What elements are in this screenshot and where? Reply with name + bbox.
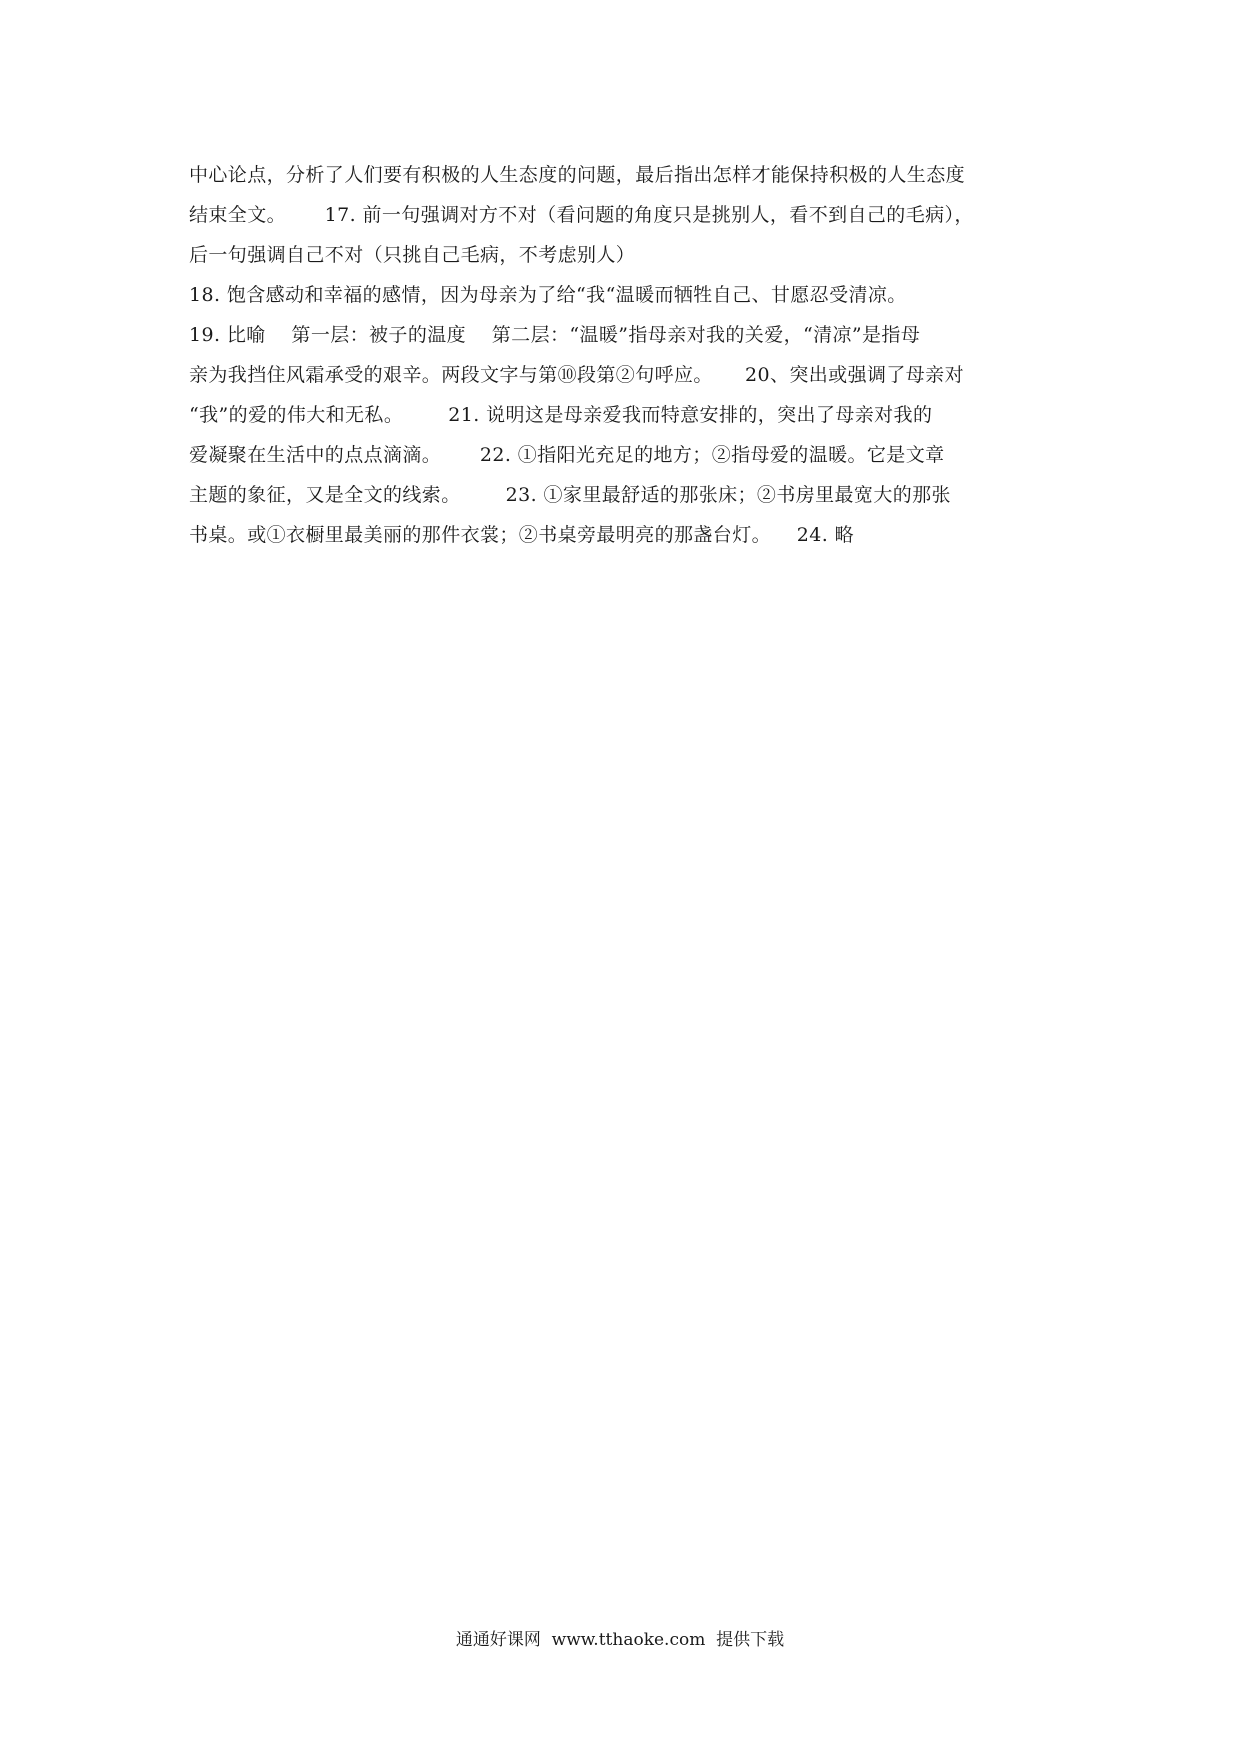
text-line: 亲为我挡住风霜承受的艰辛。两段文字与第⑩段第②句呼应。 20、突出或强调了母亲对: [189, 364, 964, 386]
page-footer: 通通好课网 www.tthaoke.com 提供下载: [455, 1630, 785, 1650]
text-line: 书桌。或①衣橱里最美丽的那件衣裳；②书桌旁最明亮的那盏台灯。 24. 略: [189, 524, 855, 546]
text-line: 结束全文。 17. 前一句强调对方不对（看问题的角度只是挑别人，看不到自己的毛病），: [189, 204, 974, 226]
text-line: 爱凝聚在生活中的点点滴滴。 22. ①指阳光充足的地方；②指母爱的温暖。它是文章: [189, 444, 945, 466]
text-line: 主题的象征，又是全文的线索。 23. ①家里最舒适的那张床；②书房里最宽大的那张: [189, 484, 951, 506]
text-line: 后一句强调自己不对（只挑自己毛病，不考虑别人）: [189, 244, 636, 266]
text-line: “我”的爱的伟大和无私。 21. 说明这是母亲爱我而特意安排的，突出了母亲对我的: [189, 404, 933, 426]
text-line: 中心论点，分析了人们要有积极的人生态度的问题，最后指出怎样才能保持积极的人生态度: [189, 164, 966, 186]
text-line: 18. 饱含感动和幸福的感情，因为母亲为了给“我“温暖而牺牲自己、甘愿忍受清凉。: [189, 284, 907, 306]
answer-text-block: [189, 155, 1069, 555]
text-line: 19. 比喻 第一层：被子的温度 第二层：“温暖”指母亲对我的关爱，“清凉”是指母: [189, 324, 921, 346]
